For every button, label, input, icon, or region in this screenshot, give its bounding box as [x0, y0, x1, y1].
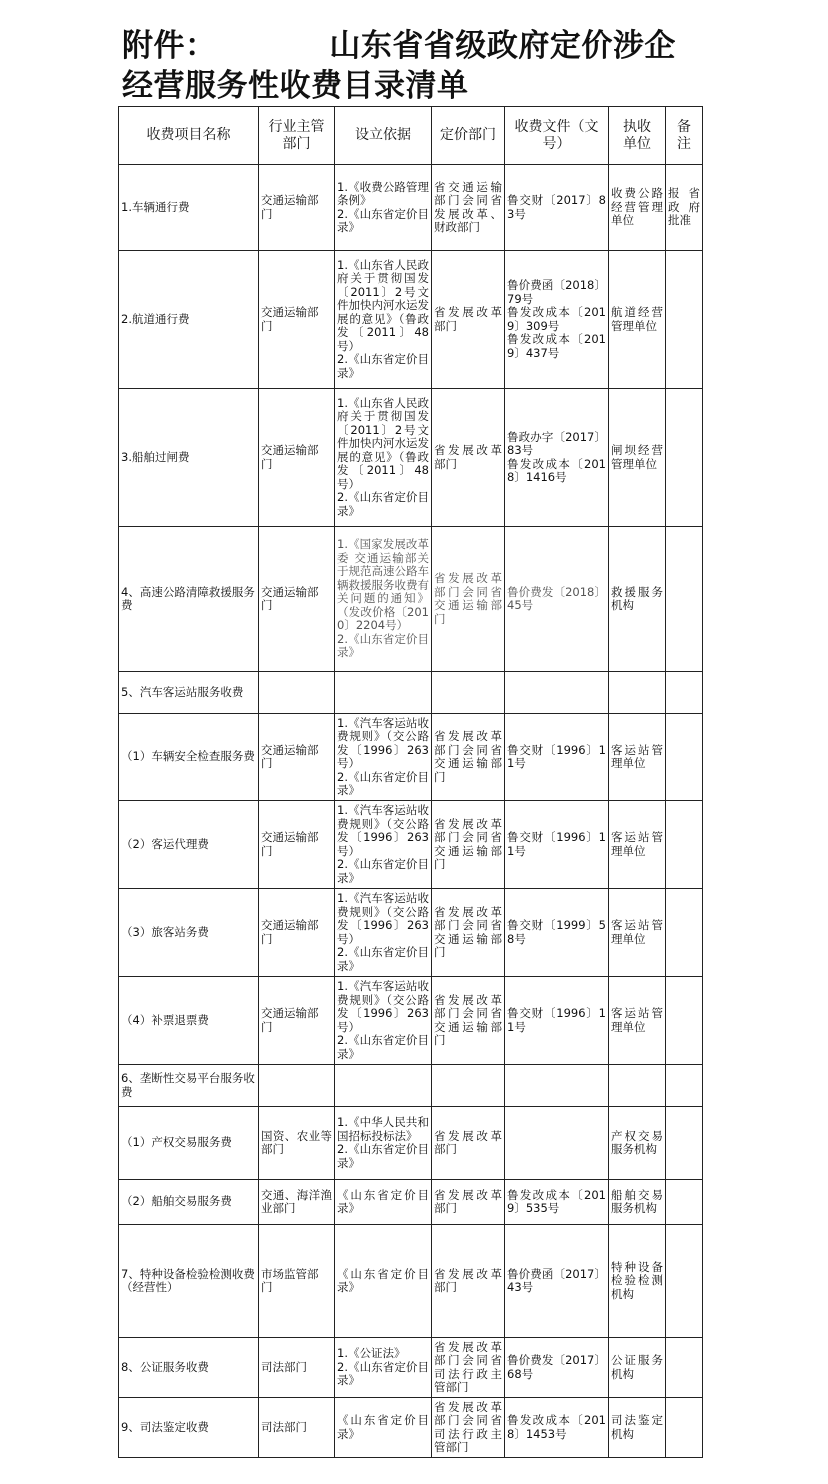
- cell-unit: 客运站管理单位: [609, 714, 666, 801]
- cell-pricing: [432, 672, 505, 714]
- cell-doc: [505, 1107, 609, 1180]
- cell-doc: 鲁交财〔1999〕58号: [505, 889, 609, 977]
- cell-note: [666, 527, 703, 672]
- cell-name: （1）车辆安全检查服务费: [119, 714, 259, 801]
- cell-doc: 鲁交财〔1996〕11号: [505, 801, 609, 889]
- header-cell: 行业主管 部门: [259, 107, 335, 165]
- cell-note: [666, 389, 703, 527]
- cell-basis: 1.《汽车客运站收费规则》（交公路发〔1996〕263号） 2.《山东省定价目录》: [335, 889, 432, 977]
- cell-name: （2）客运代理费: [119, 801, 259, 889]
- cell-basis: 《山东省定价目录》: [335, 1398, 432, 1458]
- cell-dept: 交通运输部 门: [259, 801, 335, 889]
- table-row: [119, 1107, 703, 1180]
- table-row: [119, 1338, 703, 1398]
- cell-note: [666, 1225, 703, 1338]
- cell-note: 报省政府批准: [666, 165, 703, 251]
- header-cell: 设立依据: [335, 107, 432, 165]
- cell-name: 6、垄断性交易平台服务收费: [119, 1065, 259, 1107]
- document-title: 附件： 山东省省级政府定价涉企 经营服务性收费目录清单: [122, 28, 676, 104]
- table-row: [119, 889, 703, 977]
- table-row: [119, 1065, 703, 1107]
- header-cell: 定价部门: [432, 107, 505, 165]
- header-cell: 执收 单位: [609, 107, 666, 165]
- cell-unit: 特种设备检验检测机构: [609, 1225, 666, 1338]
- cell-name: 7、特种设备检验检测收费（经营性）: [119, 1225, 259, 1338]
- header-cell: 备 注: [666, 107, 703, 165]
- cell-unit: 船舶交易服务机构: [609, 1180, 666, 1225]
- cell-unit: 救援服务机构: [609, 527, 666, 672]
- table-row: [119, 527, 703, 672]
- cell-pricing: 省发展改革部门会同省司法行政主管部门: [432, 1338, 505, 1398]
- cell-note: [666, 1398, 703, 1458]
- cell-dept: 交通、海洋渔业部门: [259, 1180, 335, 1225]
- table-row: [119, 1180, 703, 1225]
- cell-unit: 产权交易服务机构: [609, 1107, 666, 1180]
- cell-basis: 1.《收费公路管理条例》 2.《山东省定价目录》: [335, 165, 432, 251]
- cell-note: [666, 251, 703, 389]
- table-row: [119, 251, 703, 389]
- cell-dept: 司法部门: [259, 1338, 335, 1398]
- cell-unit: 收费公路经营管理单位: [609, 165, 666, 251]
- cell-dept: [259, 1065, 335, 1107]
- cell-basis: [335, 672, 432, 714]
- table-row: [119, 801, 703, 889]
- cell-doc: 鲁价费函〔2017〕43号: [505, 1225, 609, 1338]
- cell-unit: [609, 1065, 666, 1107]
- cell-note: [666, 801, 703, 889]
- cell-note: [666, 1180, 703, 1225]
- cell-basis: 1.《汽车客运站收费规则》（交公路发〔1996〕263号） 2.《山东省定价目录》: [335, 714, 432, 801]
- cell-doc: [505, 1065, 609, 1107]
- table-row: [119, 1225, 703, 1338]
- cell-basis: 1.《汽车客运站收费规则》（交公路发〔1996〕263号） 2.《山东省定价目录》: [335, 977, 432, 1065]
- cell-name: （3）旅客站务费: [119, 889, 259, 977]
- cell-note: [666, 889, 703, 977]
- cell-dept: 交通运输部 门: [259, 714, 335, 801]
- cell-pricing: [432, 1065, 505, 1107]
- cell-dept: [259, 672, 335, 714]
- header-cell: 收费文件（文 号）: [505, 107, 609, 165]
- cell-name: 4、高速公路清障救援服务费: [119, 527, 259, 672]
- cell-dept: 交通运输部 门: [259, 165, 335, 251]
- cell-pricing: 省发展改革部门: [432, 251, 505, 389]
- cell-dept: 交通运输部 门: [259, 251, 335, 389]
- cell-doc: 鲁价费发〔2018〕45号: [505, 527, 609, 672]
- cell-note: [666, 1338, 703, 1398]
- cell-basis: 1.《山东省人民政府关于贯彻国发〔2011〕2号文件加快内河水运发展的意见》（鲁政发〔2011〕48号） 2.《山东省定价目录》: [335, 389, 432, 527]
- table-row: [119, 672, 703, 714]
- cell-note: [666, 977, 703, 1065]
- cell-basis: 1.《汽车客运站收费规则》（交公路发〔1996〕263号） 2.《山东省定价目录》: [335, 801, 432, 889]
- cell-name: 3.船舶过闸费: [119, 389, 259, 527]
- cell-basis: [335, 1065, 432, 1107]
- cell-unit: 客运站管理单位: [609, 889, 666, 977]
- cell-unit: 司法鉴定机构: [609, 1398, 666, 1458]
- cell-pricing: 省发展改革部门会同省司法行政主管部门: [432, 1398, 505, 1458]
- cell-doc: [505, 672, 609, 714]
- header-cell: 收费项目名称: [119, 107, 259, 165]
- cell-pricing: 省交通运输部门会同省发展改革、财政部门: [432, 165, 505, 251]
- cell-note: [666, 714, 703, 801]
- cell-unit: 客运站管理单位: [609, 801, 666, 889]
- table-row: [119, 165, 703, 251]
- table-row: [119, 389, 703, 527]
- cell-pricing: 省发展改革部门会同省交通运输部门: [432, 527, 505, 672]
- cell-name: （4）补票退票费: [119, 977, 259, 1065]
- cell-doc: 鲁政办字〔2017〕83号 鲁发改成本〔2018〕1416号: [505, 389, 609, 527]
- cell-name: 2.航道通行费: [119, 251, 259, 389]
- cell-doc: 鲁发改成本〔2018〕1453号: [505, 1398, 609, 1458]
- cell-doc: 鲁交财〔1996〕11号: [505, 714, 609, 801]
- cell-doc: 鲁交财〔2017〕83号: [505, 165, 609, 251]
- table-row: [119, 977, 703, 1065]
- cell-dept: 交通运输部 门: [259, 889, 335, 977]
- cell-note: [666, 672, 703, 714]
- cell-pricing: 省发展改革部门: [432, 1225, 505, 1338]
- cell-dept: 市场监管部 门: [259, 1225, 335, 1338]
- table-row: [119, 714, 703, 801]
- cell-doc: 鲁价费函〔2018〕79号 鲁发改成本〔2019〕309号 鲁发改成本〔2019〕437号: [505, 251, 609, 389]
- cell-unit: 航道经营管理单位: [609, 251, 666, 389]
- cell-dept: 交通运输部 门: [259, 389, 335, 527]
- cell-basis: 《山东省定价目录》: [335, 1225, 432, 1338]
- cell-pricing: 省发展改革部门: [432, 1107, 505, 1180]
- cell-doc: 鲁交财〔1996〕11号: [505, 977, 609, 1065]
- cell-note: [666, 1107, 703, 1180]
- cell-dept: 国资、农业等部门: [259, 1107, 335, 1180]
- cell-pricing: 省发展改革部门会同省交通运输部门: [432, 889, 505, 977]
- cell-unit: [609, 672, 666, 714]
- cell-basis: 1.《山东省人民政府关于贯彻国发〔2011〕2号文件加快内河水运发展的意见》（鲁政发〔2011〕48号） 2.《山东省定价目录》: [335, 251, 432, 389]
- cell-basis: 1.《公证法》 2.《山东省定价目录》: [335, 1338, 432, 1398]
- cell-pricing: 省发展改革部门: [432, 1180, 505, 1225]
- cell-basis: 1.《国家发展改革委 交通运输部关于规范高速公路车辆救援服务收费有关问题的通知》（发改价格〔2010〕2204号） 2.《山东省定价目录》: [335, 527, 432, 672]
- table-row: [119, 1398, 703, 1458]
- cell-basis: 1.《中华人民共和国招标投标法》 2.《山东省定价目录》: [335, 1107, 432, 1180]
- fee-catalog-table: [118, 106, 703, 1458]
- cell-note: [666, 1065, 703, 1107]
- cell-basis: 《山东省定价目录》: [335, 1180, 432, 1225]
- cell-unit: 客运站管理单位: [609, 977, 666, 1065]
- cell-doc: 鲁价费发〔2017〕68号: [505, 1338, 609, 1398]
- cell-doc: 鲁发改成本〔2019〕535号: [505, 1180, 609, 1225]
- cell-dept: 交通运输部 门: [259, 977, 335, 1065]
- cell-unit: 公证服务机构: [609, 1338, 666, 1398]
- table-header-row: [119, 107, 703, 165]
- cell-name: （2）船舶交易服务费: [119, 1180, 259, 1225]
- cell-unit: 闸坝经营管理单位: [609, 389, 666, 527]
- cell-pricing: 省发展改革部门会同省交通运输部门: [432, 714, 505, 801]
- cell-name: 5、汽车客运站服务收费: [119, 672, 259, 714]
- cell-name: 8、公证服务收费: [119, 1338, 259, 1398]
- cell-name: （1）产权交易服务费: [119, 1107, 259, 1180]
- cell-dept: 交通运输部 门: [259, 527, 335, 672]
- cell-pricing: 省发展改革部门: [432, 389, 505, 527]
- cell-dept: 司法部门: [259, 1398, 335, 1458]
- cell-name: 1.车辆通行费: [119, 165, 259, 251]
- cell-pricing: 省发展改革部门会同省交通运输部门: [432, 801, 505, 889]
- cell-name: 9、司法鉴定收费: [119, 1398, 259, 1458]
- cell-pricing: 省发展改革部门会同省交通运输部门: [432, 977, 505, 1065]
